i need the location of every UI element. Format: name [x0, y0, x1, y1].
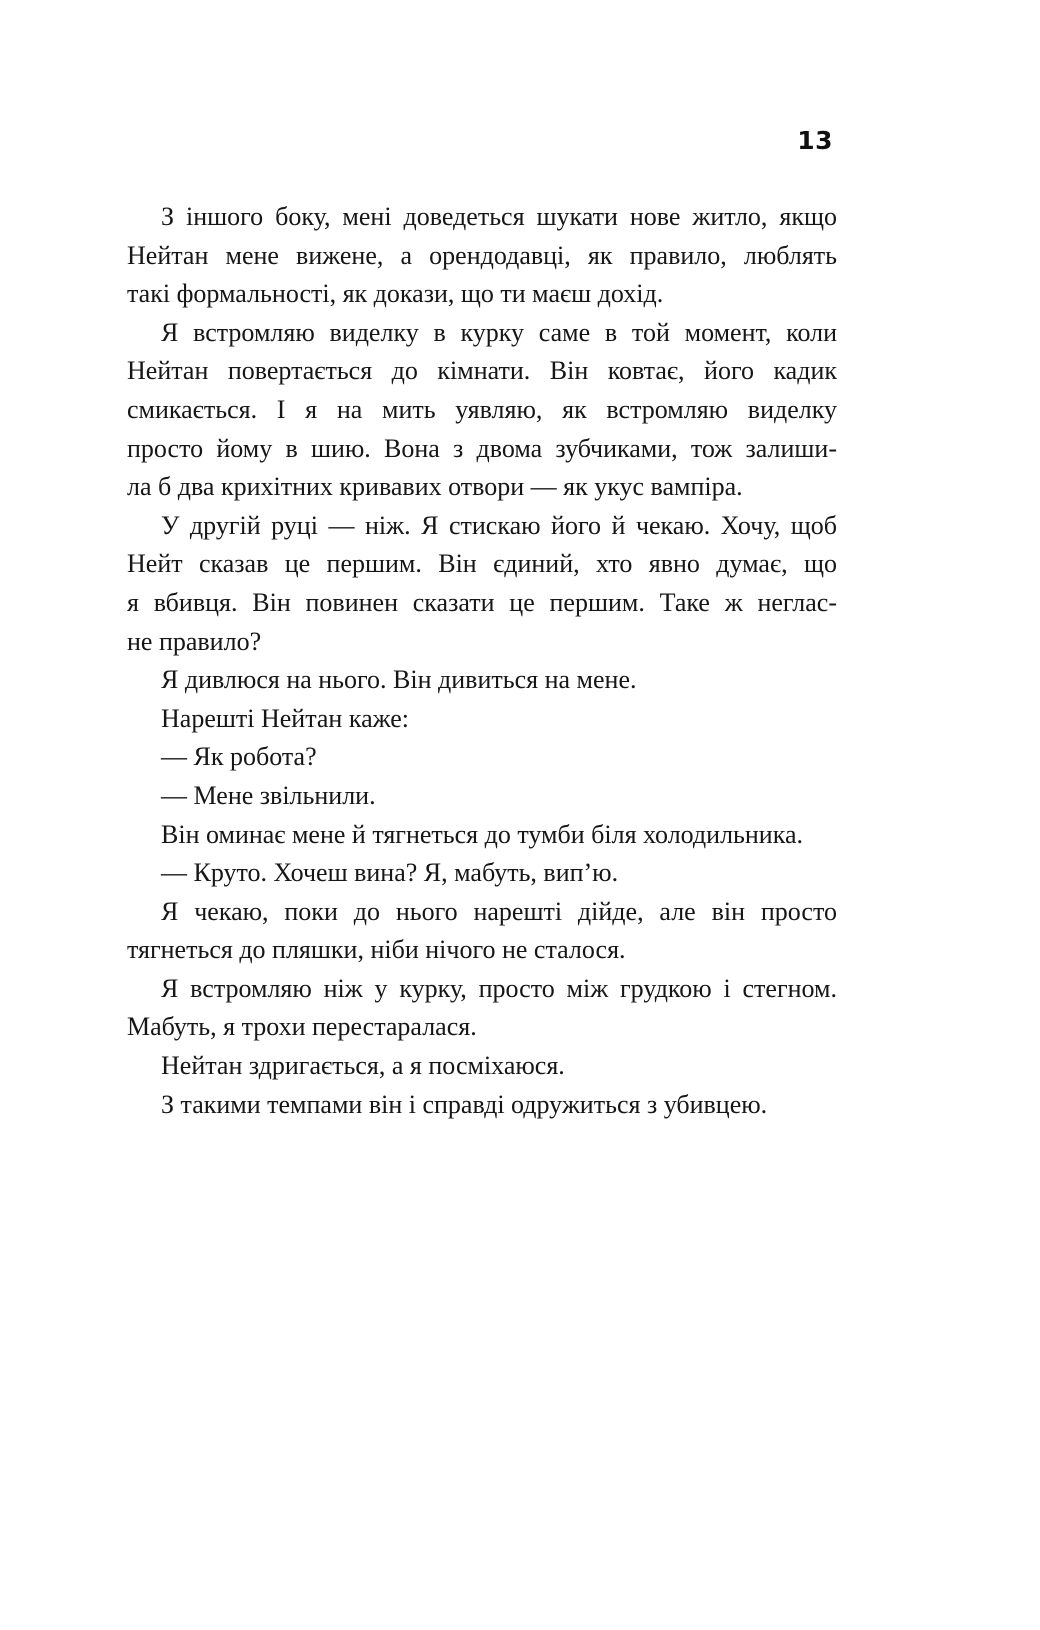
text-line: Я дивлюся на нього. Він дивиться на мене.	[161, 665, 637, 695]
text-line: Він оминає мене й тягнеться до тумби біля холодильника.	[161, 819, 804, 849]
paragraph	[127, 816, 837, 855]
text-line: ла б два крихітних кривавих отвори — як укус вампіра.	[127, 472, 743, 502]
text-line: просто йому в шию. Вона з двома зубчиками, тож залиши-	[127, 433, 837, 463]
text-line: тягнеться до пляшки, ніби нічого не сталося.	[127, 935, 626, 965]
paragraph	[127, 198, 837, 314]
text-line: не правило?	[127, 626, 262, 656]
paragraph	[127, 777, 837, 816]
paragraph	[127, 893, 837, 970]
paragraph	[127, 970, 837, 1047]
paragraph	[127, 507, 837, 661]
paragraph	[127, 700, 837, 739]
text-line: Нейтан здригається, а я посміхаюся.	[161, 1051, 565, 1081]
paragraph	[127, 661, 837, 700]
text-line: Нейтан повертається до кімнати. Він ковтає, його кадик	[127, 356, 837, 386]
text-line: я вбивця. Він повинен сказати це першим. Таке ж неглас-	[127, 587, 837, 617]
paragraph	[127, 1086, 837, 1125]
text-line: Нейт сказав це першим. Він єдиний, хто явно думає, що	[127, 549, 837, 579]
text-line: Нарешті Нейтан каже:	[161, 703, 409, 733]
text-line: такі формальності, як докази, що ти маєш дохід.	[127, 279, 664, 309]
text-line: Я встромляю ніж у курку, просто між грудкою і стегном.	[161, 973, 837, 1003]
text-line: Нейтан мене вижене, а орендодавці, як правило, люблять	[127, 240, 837, 270]
page-number: 13	[797, 126, 833, 155]
text-line: смикається. І я на мить уявляю, як встромляю виделку	[127, 394, 837, 424]
text-line: З такими темпами він і справді одружиться з убивцею.	[161, 1089, 768, 1119]
text-line: У другій руці — ніж. Я стискаю його й чекаю. Хочу, щоб	[161, 510, 837, 540]
text-line: — Як робота?	[161, 742, 317, 772]
paragraph	[127, 738, 837, 777]
text-line: Мабуть, я трохи перестаралася.	[127, 1012, 477, 1042]
paragraph	[127, 1047, 837, 1086]
text-line: — Круто. Хочеш вина? Я, мабуть, вип’ю.	[161, 858, 619, 888]
text-line: З іншого боку, мені доведеться шукати нове житло, якщо	[161, 202, 837, 231]
paragraph	[127, 314, 837, 507]
text-line: Я чекаю, поки до нього нарешті дійде, але він просто	[161, 896, 837, 926]
text-block	[127, 198, 837, 1124]
text-line: — Мене звільнили.	[161, 780, 376, 810]
text-line: Я встромляю виделку в курку саме в той момент, коли	[161, 317, 837, 347]
paragraph	[127, 854, 837, 893]
